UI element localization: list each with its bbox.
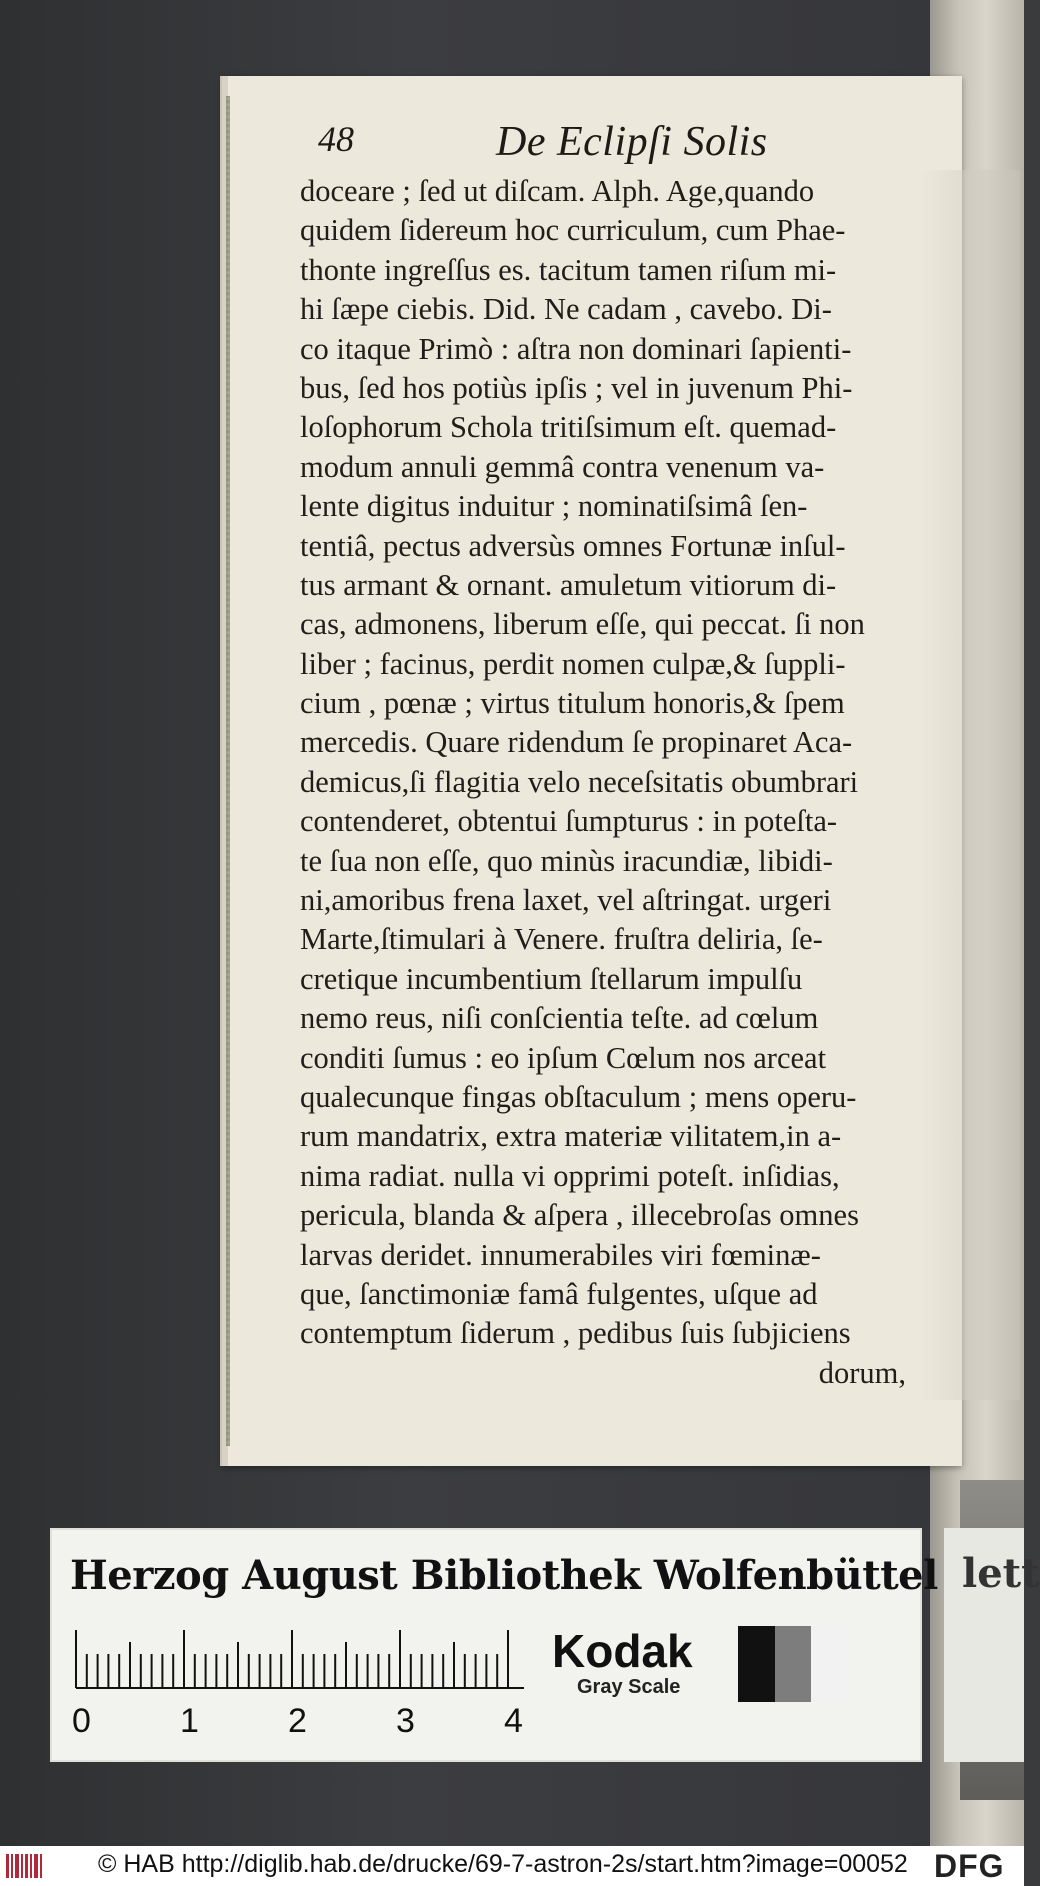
text-line: tus armant & ornant. amuletum vitiorum di- — [300, 567, 837, 602]
text-line: liber ; facinus, perdit nomen culpæ,& ſuppli- — [300, 646, 846, 681]
ruler-ticks — [72, 1630, 592, 1690]
text-line: nima radiat. nulla vi opprimi poteſt. inſidias, — [300, 1158, 840, 1193]
text-line: doceare ; ſed ut diſcam. Alph. Age,quando — [300, 174, 815, 208]
text-line: conditi ſumus : eo ipſum Cœlum nos arceat — [300, 1040, 827, 1075]
text-line: hi ſæpe ciebis. Did. Ne cadam , cavebo. Di- — [300, 292, 832, 327]
body-text — [300, 172, 940, 1393]
adjacent-label-text: lett — [962, 1550, 1040, 1597]
text-line: bus, ſed hos potiùs ipſis ; vel in juvenum Phi- — [300, 370, 853, 405]
running-head: De Eclipſi Solis — [496, 119, 768, 165]
text-line: lente digitus induitur ; nominatiſsimâ ſen- — [300, 489, 808, 524]
text-line: te ſua non eſſe, quo minùs iracundiæ, libidi- — [300, 843, 833, 878]
text-line: larvas deridet. innumerabiles viri fœminæ- — [300, 1237, 821, 1272]
text-line: Marte,ſtimulari à Venere. fruſtra deliria, ſe- — [300, 922, 823, 957]
text-line: modum annuli gemmâ contra venenum va- — [300, 449, 825, 484]
page-number: 48 — [318, 119, 354, 159]
text-line: quidem ſidereum hoc curriculum, cum Phae- — [300, 213, 846, 248]
text-line: dorum, — [818, 1355, 906, 1390]
text-line: demicus,ſi flagitia velo neceſsitatis obumbrari — [300, 764, 859, 799]
text-line: cas, admonens, liberum eſſe, qui peccat. ſi non — [300, 607, 865, 642]
copyright-url: © HAB http://diglib.hab.de/drucke/69-7-astron-2s/start.htm?image=00052 — [98, 1850, 908, 1878]
text-line: que, ſanctimoniæ famâ fulgentes, uſque ad — [300, 1276, 818, 1311]
gray-swatch — [775, 1626, 812, 1702]
footer-bar — [0, 1846, 1024, 1886]
ruler-number: 0 — [72, 1702, 91, 1740]
text-line: contenderet, obtentui ſumpturus : in poteſta- — [300, 804, 838, 839]
ruler-number: 1 — [180, 1702, 199, 1740]
gray-swatch — [811, 1626, 848, 1702]
dfg-logo: DFG — [934, 1848, 1005, 1884]
text-line: cium , pœnæ ; virtus titulum honoris,& ſpem — [300, 686, 845, 721]
gray-scale-label: Gray Scale — [577, 1676, 681, 1698]
ruler-number: 3 — [396, 1702, 415, 1740]
adjacent-label — [944, 1528, 1040, 1762]
gray-swatches — [738, 1626, 848, 1702]
hab-barcode-icon — [6, 1854, 46, 1878]
text-line: ni,amoribus frena laxet, vel aſtringat. urgeri — [300, 883, 832, 918]
ruler-number: 4 — [504, 1702, 523, 1740]
kodak-logo: Kodak — [552, 1625, 693, 1677]
gray-swatch — [738, 1626, 775, 1702]
text-line: contemptum ſiderum , pedibus ſuis ſubjiciens — [300, 1316, 851, 1351]
text-line: thonte ingreſſus es. tacitum tamen riſum mi- — [300, 252, 837, 287]
page-header — [318, 118, 918, 168]
text-line: qualecunque fingas obſtaculum ; mens operu- — [300, 1079, 857, 1114]
text-line: co itaque Primò : aſtra non dominari ſapienti- — [300, 331, 852, 366]
text-line: tentiâ, pectus adversùs omnes Fortunæ inſul- — [300, 528, 846, 563]
ruler — [72, 1630, 592, 1750]
library-label — [50, 1528, 938, 1762]
text-line: cretique incumbentium ſtellarum impulſu — [300, 961, 803, 996]
text-line: nemo reus, niſi conſcientia teſte. ad cœlum — [300, 1001, 819, 1036]
ruler-number: 2 — [288, 1702, 307, 1740]
page-edge — [226, 96, 230, 1446]
text-line: rum mandatrix, extra materiæ vilitatem,in a- — [300, 1119, 842, 1154]
text-line: mercedis. Quare ridendum ſe propinaret Aca- — [300, 725, 853, 760]
institution-name: Herzog August Bibliothek Wolfenbüttel — [70, 1552, 938, 1599]
text-line: pericula, blanda & aſpera , illecebroſas omnes — [300, 1198, 859, 1233]
text-line: loſophorum Schola tritiſsimum eſt. quemad- — [300, 410, 837, 445]
